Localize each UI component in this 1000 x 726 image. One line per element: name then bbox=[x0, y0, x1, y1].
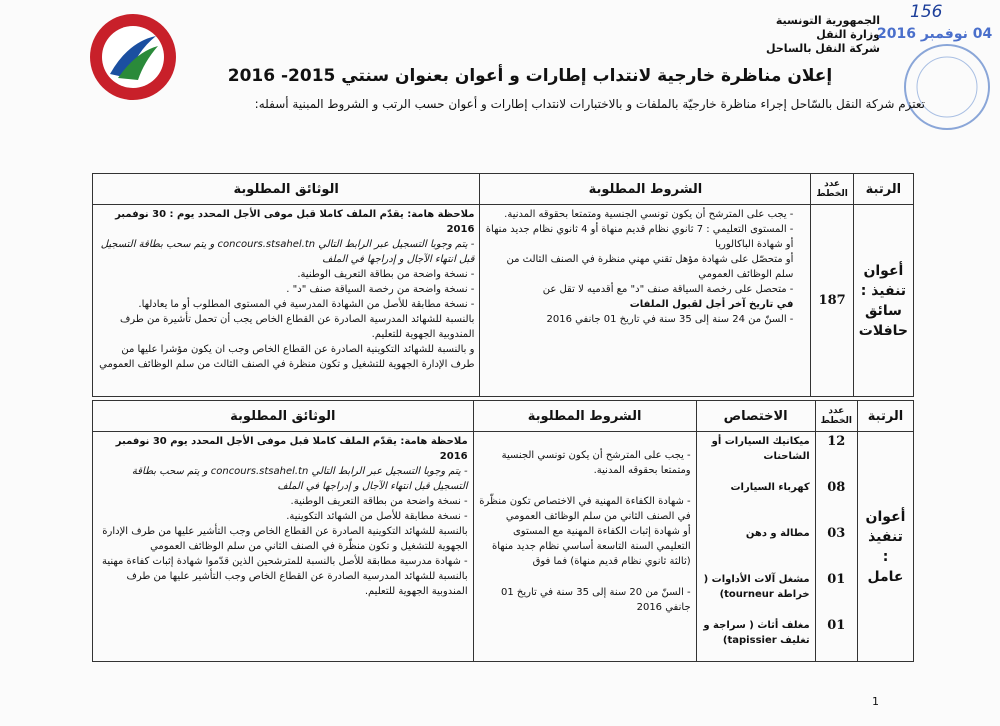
conditions-cell bbox=[473, 432, 696, 662]
company-logo bbox=[88, 12, 178, 102]
table-row bbox=[93, 205, 914, 397]
document-item: بالنسبة للشهائد التكوينية الصادرة عن القطاع الخاص وجب التأشير عليها من طرف الإدارة الجهوية للتشغيل و تكون منظّرة في الصنف الثاني من سلم الوظائف العمومي bbox=[102, 526, 468, 552]
col-conditions: الشروط المطلوبة bbox=[473, 401, 696, 432]
header-line-ministry: وزارة النقل bbox=[816, 28, 880, 41]
document-item: - نسخة واضحة من رخصة السياقة صنف "د" . bbox=[286, 284, 475, 295]
condition-item: - المستوى التعليمي : 7 ثانوي نظام قديم منهاة أو 4 ثانوي نظام جديد منهاة أو شهادة الباكالوريا bbox=[485, 222, 793, 252]
condition-item: - شهادة الكفاءة المهنية في الاختصاص تكون منظّرة في الصنف الثاني من سلم الوظائف العمومي bbox=[479, 496, 691, 522]
specialty-count: 08 bbox=[827, 480, 846, 495]
col-count: عدد الخطط bbox=[815, 401, 857, 432]
conditions-cell bbox=[480, 205, 811, 397]
page-title: إعلان مناظرة خارجية لانتداب إطارات و أعوان بعنوان سنتي 2015- 2016 bbox=[227, 66, 833, 86]
condition-item: - يجب على المترشح أن يكون تونسي الجنسية ومتمتعا بحقوقه المدنية. bbox=[485, 207, 793, 222]
documents-cell bbox=[93, 432, 474, 662]
count-cell bbox=[815, 432, 857, 662]
col-documents: الوثائق المطلوبة bbox=[93, 174, 480, 205]
important-note: ملاحظة هامة: يقدّم الملف كاملا قبل موفى الأجل المحدد يوم : 30 نوفمبر 2016 bbox=[115, 209, 475, 235]
specialty-count: 12 bbox=[827, 434, 846, 449]
intro-paragraph: تعتزم شركة النقل بالسّاحل إجراء مناظرة خارجيّة بالملفات و بالاختبارات لانتداب إطارات و أعوان حسب الرتب و الشروط المبنية أسفله: bbox=[254, 97, 925, 111]
page-number: 1 bbox=[872, 695, 879, 708]
col-specialty: الاختصاص bbox=[696, 401, 815, 432]
specialty-cell bbox=[696, 432, 815, 662]
col-documents: الوثائق المطلوبة bbox=[93, 401, 474, 432]
document-item: - نسخة واضحة من بطاقة التعريف الوطنية. bbox=[297, 269, 475, 280]
col-rank: الرتبة bbox=[853, 174, 913, 205]
stamp-date: 04 نوفمبر 2016 bbox=[877, 26, 993, 42]
document-item: - نسخة مطابقة للأصل من الشهائد التكوينية. bbox=[286, 511, 468, 522]
document-item: - نسخة واضحة من بطاقة التعريف الوطنية. bbox=[290, 496, 468, 507]
col-conditions: الشروط المطلوبة bbox=[480, 174, 811, 205]
condition-item: في تاريخ آخر أجل لقبول الملفات bbox=[629, 299, 794, 310]
condition-item: أو شهادة إثبات الكفاءة المهنية مع المستوى التعليمي السنة التاسعة أساسي نظام جديد منهاة (ثالثة ثانوي نظام قديم منهاة) فما فوق bbox=[492, 526, 691, 567]
document-item: و بالنسبة للشهائد التكوينية الصادرة عن القطاع الخاص وجب ان يكون مؤشرا عليها من طرف الإدارة الجهوية للتشغيل و تكون منظرة في الصنف الثالث من سلم الوظائف العمومي bbox=[99, 344, 475, 370]
table-drivers bbox=[92, 173, 914, 397]
condition-item: - متحصل على رخصة السياقة صنف "د" مع أقدميه لا تقل عن bbox=[485, 282, 793, 297]
specialty-name: مغلف أثاث ( سراجة و تغليف tapissier) bbox=[703, 620, 810, 646]
important-note: ملاحظة هامة: يقدّم الملف كاملا قبل موفى الأجل المحدد يوم 30 نوفمبر 2016 bbox=[115, 436, 468, 462]
document-item: بالنسبة للشهائد المدرسية الصادرة عن القطاع الخاص يجب أن تحمل تأشيرة من طرف المندوبية الجهوية للتعليم. bbox=[119, 314, 475, 340]
registration-link-note[interactable]: - يتم وجوبا التسجيل عبر الرابط التالي concours.stsahel.tn و يتم سحب بطاقة التسجيل قبل انتهاء الآجال و إدراجها في الملف bbox=[100, 239, 475, 265]
stamp-number: 156 bbox=[910, 2, 943, 22]
header-institution bbox=[766, 14, 880, 56]
condition-item: - يجب على المترشح أن يكون تونسي الجنسية ومتمتعا بحقوقه المدنية. bbox=[501, 450, 691, 476]
col-rank: الرتبة bbox=[858, 401, 914, 432]
specialty-count: 01 bbox=[827, 618, 846, 633]
specialty-name: مطالة و دهن bbox=[745, 528, 810, 539]
col-count: عدد الخطط bbox=[811, 174, 853, 205]
condition-item: أو متحصّل على شهادة مؤهل تقني مهني منظرة في الصنف الثالث من سلم الوظائف العمومي bbox=[506, 254, 794, 280]
header-line-republic: الجمهورية التونسية bbox=[775, 14, 880, 27]
table-header-row bbox=[93, 174, 914, 205]
specialty-count: 03 bbox=[827, 526, 846, 541]
count-cell: 187 bbox=[811, 205, 853, 397]
header-line-company: شركة النقل بالساحل bbox=[766, 42, 880, 55]
condition-item: - السنّ من 24 سنة إلى 35 سنة في تاريخ 01 جانفي 2016 bbox=[485, 312, 793, 327]
specialty-name: كهرباء السيارات bbox=[730, 482, 810, 493]
rank-cell: أعوان تنفيذ : عامل bbox=[858, 432, 914, 662]
reception-stamp bbox=[872, 2, 992, 137]
document-item: - نسخة مطابقة للأصل من الشهادة المدرسية في المستوى المطلوب أو ما يعادلها. bbox=[138, 299, 475, 310]
document-item: - شهادة مدرسية مطابقة للأصل بالنسبة للمترشحين الذين قدّموا شهادة إثبات كفاءة مهنية bbox=[102, 556, 468, 567]
rank-cell: أعوان تنفيذ : سائق حافلات bbox=[853, 205, 913, 397]
specialty-name: ميكانيك السيارات أو الشاحنات bbox=[711, 436, 810, 462]
table-row bbox=[93, 432, 914, 662]
table-workers bbox=[92, 400, 914, 662]
specialty-name: مشغل آلات الأداوات ( خراطة tourneur) bbox=[703, 574, 810, 600]
documents-cell bbox=[93, 205, 480, 397]
condition-item: - السنّ من 20 سنة إلى 35 سنة في تاريخ 01 جانفي 2016 bbox=[500, 587, 691, 613]
table-header-row bbox=[93, 401, 914, 432]
registration-link-note[interactable]: - يتم وجوبا التسجيل عبر الرابط التالي concours.stsahel.tn و يتم سحب بطاقة التسجيل قبل انتهاء الآجال و إدراجها في الملف bbox=[131, 466, 468, 492]
specialty-count: 01 bbox=[827, 572, 846, 587]
document-item: بالنسبة للشهائد المدرسية الصادرة عن القطاع الخاص وجب التأشير عليها من طرف المندوبية الجهوية للتعليم. bbox=[126, 571, 468, 597]
